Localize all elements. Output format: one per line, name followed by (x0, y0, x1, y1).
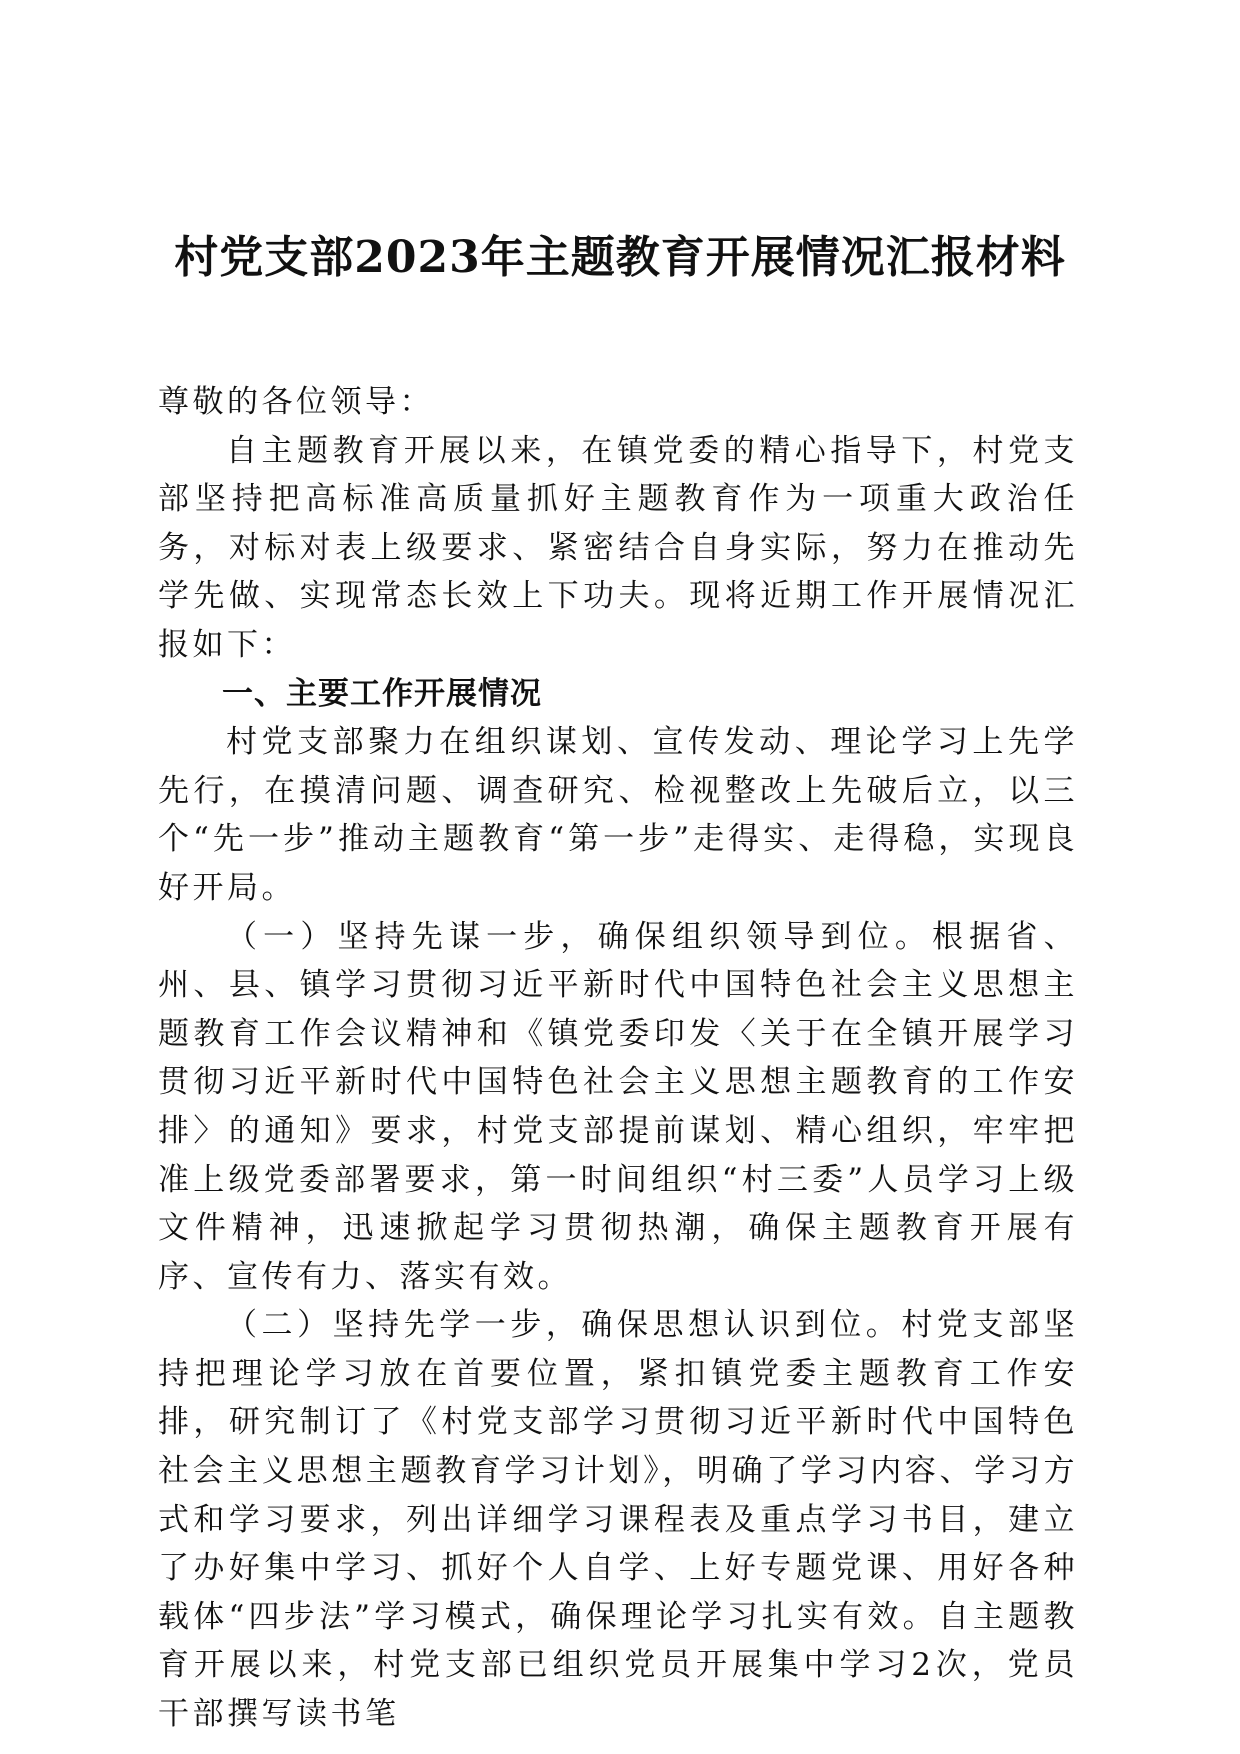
document-title: 村党支部2023年主题教育开展情况汇报材料 (174, 232, 1066, 283)
salutation: 尊敬的各位领导： (158, 384, 434, 420)
item-1-paragraph: （一）坚持先谋一步，确保组织领导到位。根据省、州、县、镇学习贯彻习近平新时代中国特色社会主义思想主题教育工作会议精神和《镇党委印发〈关于在全镇开展学习贯彻习近平新时代中国特色社会主义思想主题教育的工作安排〉的通知》要求，村党支部提前谋划、精心组织，牢牢把准上级党委部署要求，第一时间组织“村三委”人员学习上级文件精神，迅速掀起学习贯彻热潮，确保主题教育开展有序、宣传有力、落实有效。 (158, 918, 1078, 1295)
item-2-paragraph: （二）坚持先学一步，确保思想认识到位。村党支部坚持把理论学习放在首要位置，紧扣镇党委主题教育工作安排，研究制订了《村党支部学习贯彻习近平新时代中国特色社会主义思想主题教育学习计划》，明确了学习内容、学习方式和学习要求，列出详细学习课程表及重点学习书目，建立了办好集中学习、抓好个人自学、上好专题党课、用好各种载体“四步法”学习模式，确保理论学习扎实有效。自主题教育开展以来，村党支部已组织党员开展集中学习2次，党员干部撰写读书笔 (158, 1307, 1078, 1733)
intro-paragraph: 自主题教育开展以来，在镇党委的精心指导下，村党支部坚持把高标准高质量抓好主题教育作为一项重大政治任务，对标对表上级要求、紧密结合自身实际，努力在推动先学先做、实现常态长效上下功夫。现将近期工作开展情况汇报如下： (158, 432, 1078, 663)
section-summary-paragraph: 村党支部聚力在组织谋划、宣传发动、理论学习上先学先行，在摸清问题、调查研究、检视整改上先破后立，以三个“先一步”推动主题教育“第一步”走得实、走得稳，实现良好开局。 (158, 724, 1078, 906)
section-heading: 一、主要工作开展情况 (222, 675, 542, 712)
document-body (158, 378, 1078, 1739)
